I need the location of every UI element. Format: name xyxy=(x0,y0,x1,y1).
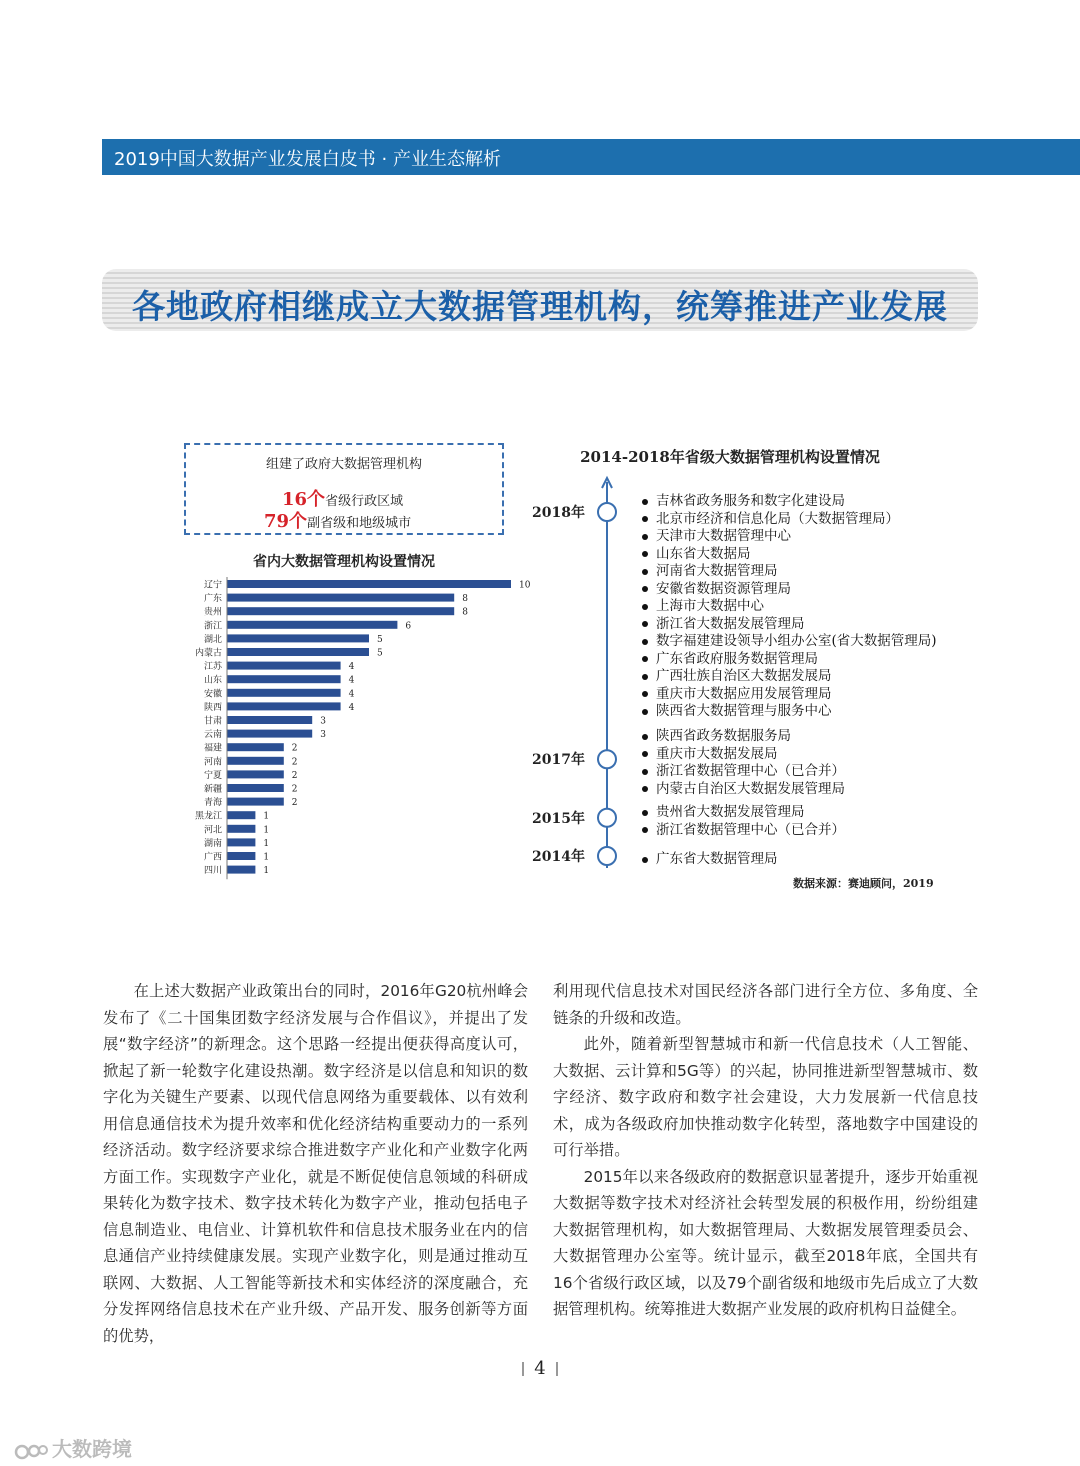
bar xyxy=(227,607,454,615)
bar-value-label: 2 xyxy=(291,798,298,809)
cities-count: 79个 xyxy=(264,511,308,532)
bar-category-label: 陕西 xyxy=(203,702,222,713)
header-bar xyxy=(102,139,1080,175)
timeline-item-label: 数字福建建设领导小组办公室(省大数据管理局) xyxy=(656,633,937,649)
timeline-year: 2015年 xyxy=(532,810,585,827)
body-paragraph: 此外，随着新型智慧城市和新一代信息技术（人工智能、大数据、云计算和5G等）的兴起，协同推进新型智慧城市、数字经济、数字政府和数字社会建设，大力发展新一代信息技术，成为各级政府加快推动数字化转型，落地数字中国建设的可行举措。 xyxy=(553,1035,978,1159)
bullet-icon xyxy=(642,499,648,505)
summary-line1: 组建了政府大数据管理机构 xyxy=(265,457,422,472)
bar-value-label: 5 xyxy=(377,634,383,645)
timeline-item xyxy=(642,818,845,838)
timeline-item-label: 安徽省数据资源管理局 xyxy=(656,580,791,597)
bar-category-label: 甘肃 xyxy=(203,716,222,727)
bar xyxy=(227,866,255,874)
bar-category-label: 河南 xyxy=(203,757,222,768)
bar-value-label: 1 xyxy=(263,825,270,836)
timeline-year: 2018年 xyxy=(532,505,585,521)
timeline-item-label: 浙江省数据管理中心（已合并） xyxy=(656,763,845,779)
bar xyxy=(227,730,312,738)
bar xyxy=(227,675,341,683)
timeline-source: 数据来源：赛迪顾问，2019 xyxy=(793,877,934,890)
bullet-icon xyxy=(642,569,648,575)
page-title: 各地政府相继成立大数据管理机构，统筹推进产业发展 xyxy=(132,287,948,326)
bullet-icon xyxy=(642,656,648,662)
bar-value-label: 8 xyxy=(462,594,468,605)
bar-value-label: 4 xyxy=(348,662,355,673)
provinces-count: 16个 xyxy=(282,489,326,510)
bar-value-label: 4 xyxy=(348,689,355,700)
timeline-item xyxy=(642,699,832,719)
timeline-item-label: 广西壮族自治区大数据发展局 xyxy=(656,668,832,684)
timeline-item-label: 广东省大数据管理局 xyxy=(656,851,778,867)
summary-cities xyxy=(264,507,411,533)
bar xyxy=(227,743,284,751)
timeline-item-label: 河南省大数据管理局 xyxy=(656,563,778,579)
header-text: 2019中国大数据产业发展白皮书 · 产业生态解析 xyxy=(114,149,501,170)
title-banner xyxy=(102,269,978,331)
bar xyxy=(227,594,454,602)
timeline-item-label: 浙江省大数据发展管理局 xyxy=(656,615,805,632)
bar-category-label: 湖北 xyxy=(203,634,222,645)
bar xyxy=(227,662,341,670)
bar xyxy=(227,757,284,765)
timeline-item-label: 内蒙古自治区大数据发展管理局 xyxy=(656,780,845,797)
timeline-item-label: 贵州省大数据发展管理局 xyxy=(656,804,805,820)
timeline-item-label: 重庆市大数据应用发展管理局 xyxy=(656,685,832,702)
bullet-icon xyxy=(642,516,648,522)
bar-category-label: 广西 xyxy=(203,852,222,863)
cities-label: 副省级和地级城市 xyxy=(307,516,412,531)
bar-category-label: 湖南 xyxy=(203,838,222,849)
bar xyxy=(227,770,284,778)
bullet-icon xyxy=(642,769,648,775)
timeline-item-label: 陕西省大数据管理与服务中心 xyxy=(656,703,832,719)
timeline-item-label: 吉林省政务服务和数字化建设局 xyxy=(656,493,845,509)
bullet-icon xyxy=(642,639,648,645)
bullet-icon xyxy=(642,827,648,833)
bar-category-label: 贵州 xyxy=(203,607,222,618)
page-number xyxy=(0,1358,1080,1379)
bar xyxy=(227,784,284,792)
bar-value-label: 2 xyxy=(291,770,298,781)
bar-category-label: 四川 xyxy=(203,866,222,877)
watermark-logo-icon xyxy=(14,1440,48,1462)
timeline-item xyxy=(642,777,845,797)
body-paragraph: 2015年以来各级政府的数据意识显著提升，逐步开始重视大数据等数字技术对经济社会转型发展的积极作用，纷纷组建大数据管理机构，如大数据管理局、大数据发展管理委员会、大数据管理办公室等。统计显示，截至2018年底，全国共有16个省级行政区域，以及79个副省级和地级市先后成立了大数据管理机构。统筹推进大数据产业发展的政府机构日益健全。 xyxy=(553,1167,978,1318)
bar-category-label: 黑龙江 xyxy=(194,811,222,822)
bar xyxy=(227,716,312,724)
bullet-icon xyxy=(642,586,648,592)
body-paragraph: 在上述大数据产业政策出台的同时，2016年G20杭州峰会发布了《二十国集团数字经济发展与合作倡议》，并提出了发展“数字经济”的新理念。这个思路一经提出便获得高度认可，掀起了新一轮数字化建设热潮。数字经济是以信息和知识的数字化为关键生产要素、以现代信息网络为重要载体、以有效利用信息通信技术为提升效率和优化经济结构重要动力的一系列经济活动。数字经济要求综合推进数字产业化和产业数字化两方面工作。实现数字产业化，就是不断促使信息领域的科研成果转化为数字技术、数字技术转化为数字产业，推动包括电子信息制造业、电信业、计算机软件和信息技术服务业在内的信息通信产业持续健康发展。实现产业数字化，则是通过推动互联网、大数据、人工智能等新技术和实体经济的深度融合，充分发挥网络信息技术在产业升级、产品开发、服务创新等方面的优势， xyxy=(103,982,528,1345)
bar xyxy=(227,798,284,806)
bar-value-label: 10 xyxy=(519,580,531,591)
bar-value-label: 1 xyxy=(263,838,270,849)
summary-box xyxy=(184,443,504,535)
watermark xyxy=(14,1433,132,1462)
timeline-item xyxy=(642,847,778,867)
bar-category-label: 新疆 xyxy=(203,784,222,795)
bar-value-label: 3 xyxy=(320,716,326,727)
bar-category-label: 广东 xyxy=(203,594,222,605)
bar xyxy=(227,702,341,710)
bullet-icon xyxy=(642,604,648,610)
bullet-icon xyxy=(642,691,648,697)
bar-category-label: 云南 xyxy=(203,730,222,741)
timeline-item-label: 浙江省数据管理中心（已合并） xyxy=(656,821,845,838)
watermark-text: 大数跨境 xyxy=(52,1437,132,1461)
bar xyxy=(227,621,397,629)
bar-value-label: 8 xyxy=(462,607,468,618)
timeline-year: 2014年 xyxy=(532,849,585,865)
bar-value-label: 5 xyxy=(377,648,383,659)
bar xyxy=(227,838,255,846)
bar-value-label: 1 xyxy=(263,811,270,822)
timeline-item-label: 重庆市大数据发展局 xyxy=(656,745,778,762)
timeline-node xyxy=(598,809,616,827)
body-paragraph: 利用现代信息技术对国民经济各部门进行全方位、多角度、全链条的升级和改造。 xyxy=(553,982,978,1027)
bar-value-label: 2 xyxy=(291,784,298,795)
bar-category-label: 福建 xyxy=(203,743,222,754)
page-tick-right xyxy=(556,1362,558,1376)
bullet-icon xyxy=(642,534,648,540)
bar-category-label: 青海 xyxy=(203,798,222,809)
bullet-icon xyxy=(642,857,648,863)
bar-value-label: 2 xyxy=(291,743,298,754)
bullet-icon xyxy=(642,551,648,557)
bar xyxy=(227,634,369,642)
bar xyxy=(227,811,255,819)
bar-value-label: 4 xyxy=(348,702,355,713)
bar-value-label: 6 xyxy=(405,621,412,632)
body-left-column xyxy=(103,978,528,1349)
timeline-title: 2014-2018年省级大数据管理机构设置情况 xyxy=(580,448,880,466)
bar xyxy=(227,852,255,860)
bar-chart xyxy=(180,575,531,885)
timeline-year: 2017年 xyxy=(532,752,585,769)
bullet-icon xyxy=(642,734,648,740)
timeline-item-label: 北京市经济和信息化局（大数据管理局） xyxy=(656,510,899,527)
timeline-node xyxy=(598,503,616,521)
timeline-item-label: 山东省大数据局 xyxy=(656,545,751,562)
bar xyxy=(227,689,341,697)
bar-value-label: 1 xyxy=(263,852,270,863)
bar-category-label: 河北 xyxy=(203,825,222,836)
bar-category-label: 宁夏 xyxy=(203,770,222,781)
bar xyxy=(227,580,511,588)
bullet-icon xyxy=(642,709,648,715)
bar xyxy=(227,648,369,656)
page-number-value: 4 xyxy=(534,1358,546,1379)
bar-category-label: 安徽 xyxy=(203,689,222,700)
bar xyxy=(227,825,255,833)
bullet-icon xyxy=(642,810,648,816)
timeline-item-label: 广东省政府服务数据管理局 xyxy=(656,650,818,667)
bar-value-label: 2 xyxy=(291,757,298,768)
bar-category-label: 辽宁 xyxy=(203,580,222,591)
bar-category-label: 山东 xyxy=(203,675,222,686)
timeline-node xyxy=(598,847,616,865)
timeline-item-label: 天津市大数据管理中心 xyxy=(656,528,791,544)
bullet-icon xyxy=(642,786,648,792)
timeline-node xyxy=(598,750,616,768)
page-tick-left xyxy=(522,1362,524,1376)
bar-value-label: 4 xyxy=(348,675,355,686)
timeline-item-label: 陕西省政务数据服务局 xyxy=(656,728,791,744)
bar-category-label: 浙江 xyxy=(203,621,222,632)
body-right-column xyxy=(553,978,978,1323)
bar-category-label: 江苏 xyxy=(203,662,222,673)
timeline-item-label: 上海市大数据中心 xyxy=(656,598,764,614)
provinces-label: 省级行政区域 xyxy=(325,494,404,509)
bar-chart-title: 省内大数据管理机构设置情况 xyxy=(253,554,435,570)
bar-category-label: 内蒙古 xyxy=(194,648,222,659)
bullet-icon xyxy=(642,674,648,680)
bullet-icon xyxy=(642,621,648,627)
bar-value-label: 3 xyxy=(320,730,326,741)
bullet-icon xyxy=(642,751,648,757)
bar-value-label: 1 xyxy=(263,866,270,877)
